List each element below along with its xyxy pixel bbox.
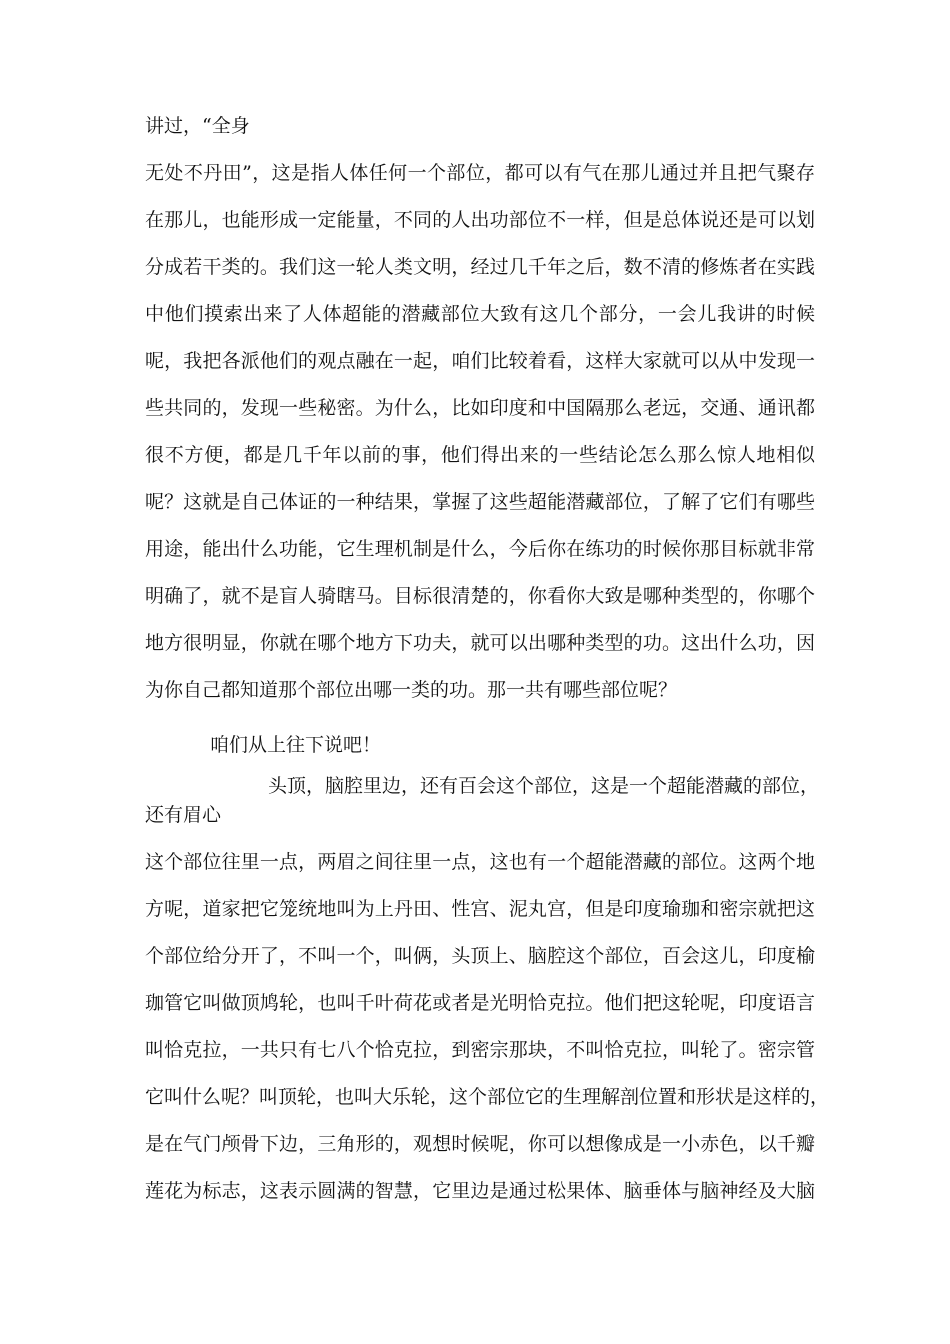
text-line: 咱们从上往下说吧！ bbox=[210, 734, 382, 756]
text-line: 些共同的，发现一些秘密。为什么，比如印度和中国隔那么老远，交通、通讯都 bbox=[145, 397, 815, 419]
text-line: 它叫什么呢？叫顶轮，也叫大乐轮，这个部位它的生理解剖位置和形状是这样的， bbox=[145, 1086, 830, 1108]
text-line: 讲过，“全身 bbox=[145, 115, 250, 137]
text-line: 很不方便，都是几千年以前的事，他们得出来的一些结论怎么那么惊人地相似 bbox=[145, 444, 815, 466]
text-line: 无处不丹田”，这是指人体任何一个部位，都可以有气在那儿通过并且把气聚存 bbox=[145, 162, 815, 184]
text-line: 分成若干类的。我们这一轮人类文明，经过几千年之后，数不清的修炼者在实践 bbox=[145, 256, 815, 278]
text-line: 呢，我把各派他们的观点融在一起，咱们比较着看，这样大家就可以从中发现一 bbox=[145, 350, 815, 372]
text-line: 呢？这就是自己体证的一种结果，掌握了这些超能潜藏部位，了解了它们有哪些 bbox=[145, 491, 815, 513]
text-line: 莲花为标志，这表示圆满的智慧，它里边是通过松果体、脑垂体与脑神经及大脑 bbox=[145, 1180, 815, 1202]
text-line: 明确了，就不是盲人骑瞎马。目标很清楚的，你看你大致是哪种类型的，你哪个 bbox=[145, 585, 815, 607]
text-line: 头顶，脑腔里边，还有百会这个部位，这是一个超能潜藏的部位， bbox=[268, 775, 820, 797]
text-line: 中他们摸索出来了人体超能的潜藏部位大致有这几个部分，一会儿我讲的时候 bbox=[145, 303, 815, 325]
text-line: 在那儿，也能形成一定能量，不同的人出功部位不一样，但是总体说还是可以划 bbox=[145, 209, 815, 231]
text-line: 是在气门颅骨下边，三角形的，观想时候呢，你可以想像成是一小赤色，以千瓣 bbox=[145, 1133, 815, 1155]
text-line: 个部位给分开了，不叫一个，叫俩，头顶上、脑腔这个部位，百会这儿，印度榆 bbox=[145, 945, 815, 967]
text-line: 珈管它叫做顶鸠轮，也叫千叶荷花或者是光明恰克拉。他们把这轮呢，印度语言 bbox=[145, 992, 815, 1014]
text-line: 叫恰克拉，一共只有七八个恰克拉，到密宗那块，不叫恰克拉，叫轮了。密宗管 bbox=[145, 1039, 815, 1061]
text-line: 地方很明显，你就在哪个地方下功夫，就可以出哪种类型的功。这出什么功，因 bbox=[145, 632, 815, 654]
text-line: 为你自己都知道那个部位出哪一类的功。那一共有哪些部位呢？ bbox=[145, 679, 678, 701]
text-line: 方呢，道家把它笼统地叫为上丹田、性宫、泥丸宫，但是印度瑜珈和密宗就把这 bbox=[145, 898, 815, 920]
text-line: 还有眉心 bbox=[145, 804, 222, 826]
text-line: 用途，能出什么功能，它生理机制是什么，今后你在练功的时候你那目标就非常 bbox=[145, 538, 815, 560]
text-line: 这个部位往里一点，两眉之间往里一点，这也有一个超能潜藏的部位。这两个地 bbox=[145, 851, 815, 873]
